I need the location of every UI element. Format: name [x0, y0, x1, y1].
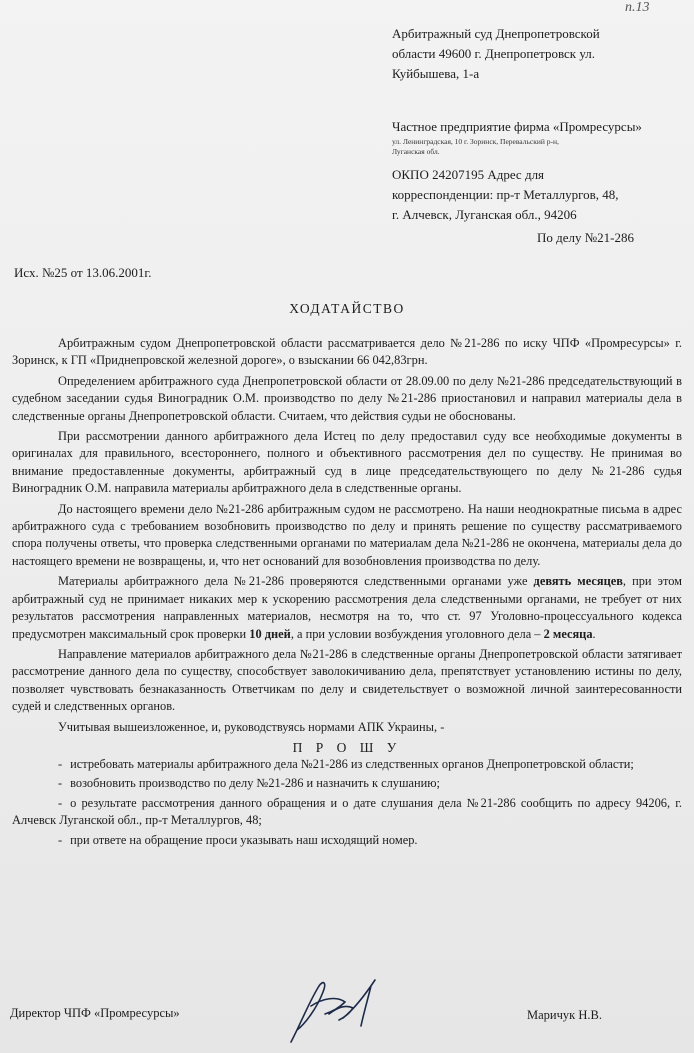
signatory-title: Директор ЧПФ «Промресурсы»: [10, 1006, 180, 1020]
sender-small-line-2: Луганская обл.: [392, 147, 440, 156]
request-item: - возобновить производство по делу №21-286 и назначить к слушанию;: [58, 776, 440, 791]
request-item: - о результате рассмотрения данного обращения и о дате слушания дела №21-286 сообщить по адресу 94206, г. Алчевск Луганской обл., пр-т Металлургов, 48;: [12, 795, 682, 828]
request-item: - истребовать материалы арбитражного дела №21-286 из следственных органов Днепропетровской области;: [58, 756, 634, 771]
sender-name: Частное предприятие фирма «Промресурсы»: [392, 119, 642, 134]
signatory-name: Маричук Н.В.: [527, 1008, 602, 1022]
outgoing-reference: Исх. №25 от 13.06.2001г.: [14, 265, 152, 280]
recipient-court-address: [392, 24, 682, 84]
sender-small-line-1: ул. Ленинградская, 10 г. Зоринск, Перевальский р-н,: [392, 137, 559, 146]
recipient-line-2: области 49600 г. Днепропетровск ул.: [392, 46, 596, 61]
sender-line-3: г. Алчевск, Луганская обл., 94206: [392, 207, 577, 222]
paragraph-1: Арбитражным судом Днепропетровской области рассматривается дело №21-286 по иску ЧПФ «Промресурсы» г. Зоринск, к ГП «Приднепровской железной дороге», о взыскании 66 042,83грн.: [12, 336, 682, 368]
emphasis-nine-months: девять месяцев: [533, 574, 623, 589]
paragraph-7: Учитывая вышеизложенное, и, руководствуясь нормами АПК Украины, -: [58, 719, 445, 734]
paragraph-6: Направление материалов арбитражного дела №21-286 в следственные органы Днепропетровской области затягивает рассмотрение данного дела по существу, способствует заволокичиванию дела, препятствует установлению истины по делу, позволяет чувствовать безнаказанность Ответчикам по делу и свидетельствует о возможной личной заинтересованности судей и следственных органов.: [12, 646, 682, 714]
paragraph-3: При рассмотрении данного арбитражного дела Истец по делу предоставил суду все необходимые документы в оригиналах для правильного, всестороннего, полного и объективного рассмотрения дел по существу. Не принимая во внимание предоставленные документы, арбитражный суд в лице председательствующего по делу №21-286 судья Виноградник О.М. направила материалы арбитражного дела в следственные органы.: [12, 429, 682, 496]
paragraph-5: Материалы арбитражного дела №21-286 проверяются следственными органами уже девять месяцев, при этом арбитражный суд не принимает никаких мер к ускорению рассмотрения дела следственными органами, не требует от них результатов рассмотрения направленных материалов, несмотря на то, что ст. 97 Уголовно-процессуального кодекса предусмотрен максимальный срок проверки 10 дней, а при условии возбуждения уголовного дела – 2 месяца.: [12, 574, 683, 641]
request-item: - при ответе на обращение проси указывать наш исходящий номер.: [58, 832, 418, 847]
sender-line-1: ОКПО 24207195 Адрес для: [392, 167, 545, 182]
document-body: [12, 335, 682, 851]
sender-address: [392, 117, 687, 225]
document-title: ХОДАТАЙСТВО: [289, 301, 405, 316]
handwritten-signature: [283, 968, 393, 1048]
recipient-line-1: Арбитражный суд Днепропетровской: [392, 26, 600, 41]
corner-page-mark: п.13: [625, 0, 650, 15]
recipient-line-3: Куйбышева, 1-а: [392, 66, 480, 81]
emphasis-two-months: 2 месяца: [543, 626, 593, 641]
emphasis-ten-days: 10 дней: [249, 626, 291, 641]
paragraph-2: Определением арбитражного суда Днепропетровской области от 28.09.00 по делу №21-286 председательствующий в судебном заседании судья Виноградник О.М. производство по делу №21-286 приостановил и направил материалы дела в следственные органы Днепропетровской области. Считаем, что действия судьи не обоснованы.: [12, 373, 682, 423]
paragraph-4: До настоящего времени дело №21-286 арбитражным судом не рассмотрено. На наши неоднократные письма в адрес арбитражного суда с требованием возобновить производство по делу и принять решение по существу рассматриваемого спора получены ответы, что проверка следственными органами по материалам дела №21-286 не окончена, материалы дела до настоящего времени не возвращены, и, что нет оснований для возобновления производства по делу.: [12, 501, 682, 568]
request-heading: П Р О Ш У: [292, 739, 402, 755]
case-reference: По делу №21-286: [537, 230, 634, 245]
sender-line-2: корреспонденции: пр-т Металлургов, 48,: [392, 187, 619, 202]
